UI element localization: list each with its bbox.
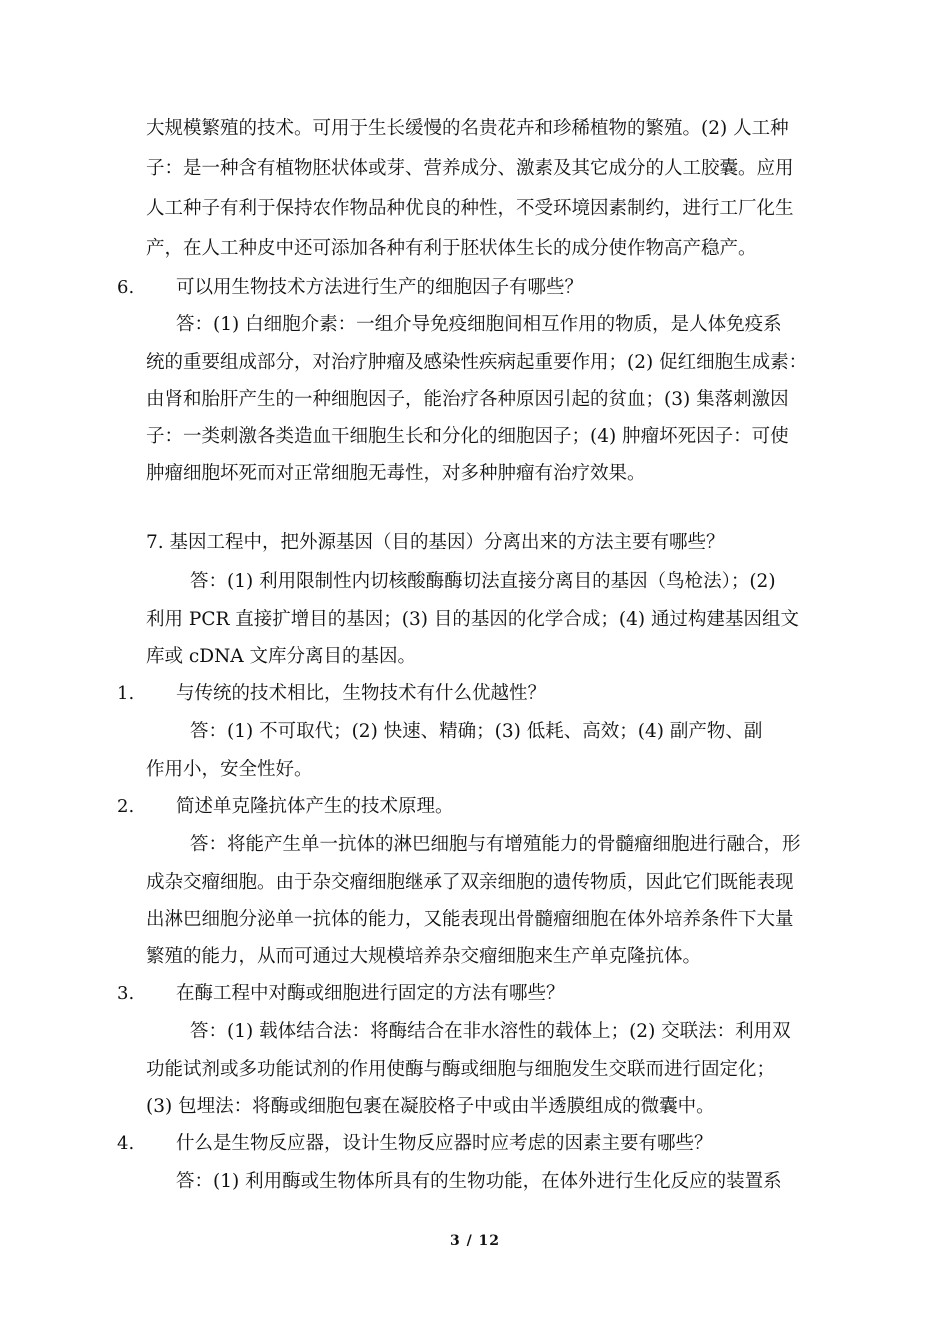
page-number: 3 / 12 [449,1233,501,1249]
question-line: 什么是生物反应器，设计生物反应器时应考虑的因素主要有哪些？ [176,1133,713,1154]
question-line: 在酶工程中对酶或细胞进行固定的方法有哪些？ [176,983,565,1004]
text-line: 成杂交瘤细胞。由于杂交瘤细胞继承了双亲细胞的遗传物质，因此它们既能表现 [146,872,794,893]
question-line: 可以用生物技术方法进行生产的细胞因子有哪些？ [176,277,584,298]
text-line: 肿瘤细胞坏死而对正常细胞无毒性，对多种肿瘤有治疗效果。 [146,463,646,484]
text-line: 产，在人工种皮中还可添加各种有利于胚状体生长的成分使作物高产稳产。 [146,238,757,259]
list-number: 6. [117,277,135,298]
text-line: 出淋巴细胞分泌单一抗体的能力，又能表现出骨髓瘤细胞在体外培养条件下大量 [146,909,794,930]
list-number: 1. [117,683,135,704]
answer-line: 答：将能产生单一抗体的淋巴细胞与有增殖能力的骨髓瘤细胞进行融合，形 [190,834,801,855]
answer-line: 答：(1) 白细胞介素：一组介导免疫细胞间相互作用的物质，是人体免疫系 [176,314,782,335]
list-number: 3. [117,983,135,1004]
text-line: 统的重要组成部分，对治疗肿瘤及感染性疾病起重要作用；(2) 促红细胞生成素： [146,352,808,373]
text-line: 人工种子有利于保持农作物品种优良的种性，不受环境因素制约，进行工厂化生 [146,198,794,219]
question-line: 与传统的技术相比，生物技术有什么优越性？ [176,683,547,704]
text-line: 利用 PCR 直接扩增目的基因；(3) 目的基因的化学合成；(4) 通过构建基因组文 [146,609,799,630]
text-line: 繁殖的能力，从而可通过大规模培养杂交瘤细胞来生产单克隆抗体。 [146,946,702,967]
answer-line: 答：(1) 不可取代；(2) 快速、精确；(3) 低耗、高效；(4) 副产物、副 [190,721,763,742]
text-line: 大规模繁殖的技术。可用于生长缓慢的名贵花卉和珍稀植物的繁殖。(2) 人工种 [146,118,789,139]
question-line: 7. 基因工程中，把外源基因（目的基因）分离出来的方法主要有哪些？ [146,532,725,553]
answer-line: 答：(1) 利用酶或生物体所具有的生物功能，在体外进行生化反应的装置系 [176,1171,782,1192]
list-number: 4. [117,1133,135,1154]
text-line: 作用小，安全性好。 [146,759,313,780]
text-line: 功能试剂或多功能试剂的作用使酶与酶或细胞与细胞发生交联而进行固定化； [146,1059,776,1080]
answer-line: 答：(1) 载体结合法：将酶结合在非水溶性的载体上；(2) 交联法：利用双 [190,1021,791,1042]
list-number: 2. [117,796,135,817]
text-line: 由肾和胎肝产生的一种细胞因子，能治疗各种原因引起的贫血；(3) 集落刺激因 [146,389,789,410]
text-line: 子：一类刺激各类造血干细胞生长和分化的细胞因子；(4) 肿瘤坏死因子：可使 [146,426,789,447]
text-line: 库或 cDNA 文库分离目的基因。 [146,646,417,667]
question-line: 简述单克隆抗体产生的技术原理。 [176,796,454,817]
answer-line: 答：(1) 利用限制性内切核酸酶酶切法直接分离目的基因（鸟枪法）；(2) [190,571,776,592]
text-line: (3) 包埋法：将酶或细胞包裹在凝胶格子中或由半透膜组成的微囊中。 [146,1096,715,1117]
text-line: 子：是一种含有植物胚状体或芽、营养成分、激素及其它成分的人工胶囊。应用 [146,158,794,179]
